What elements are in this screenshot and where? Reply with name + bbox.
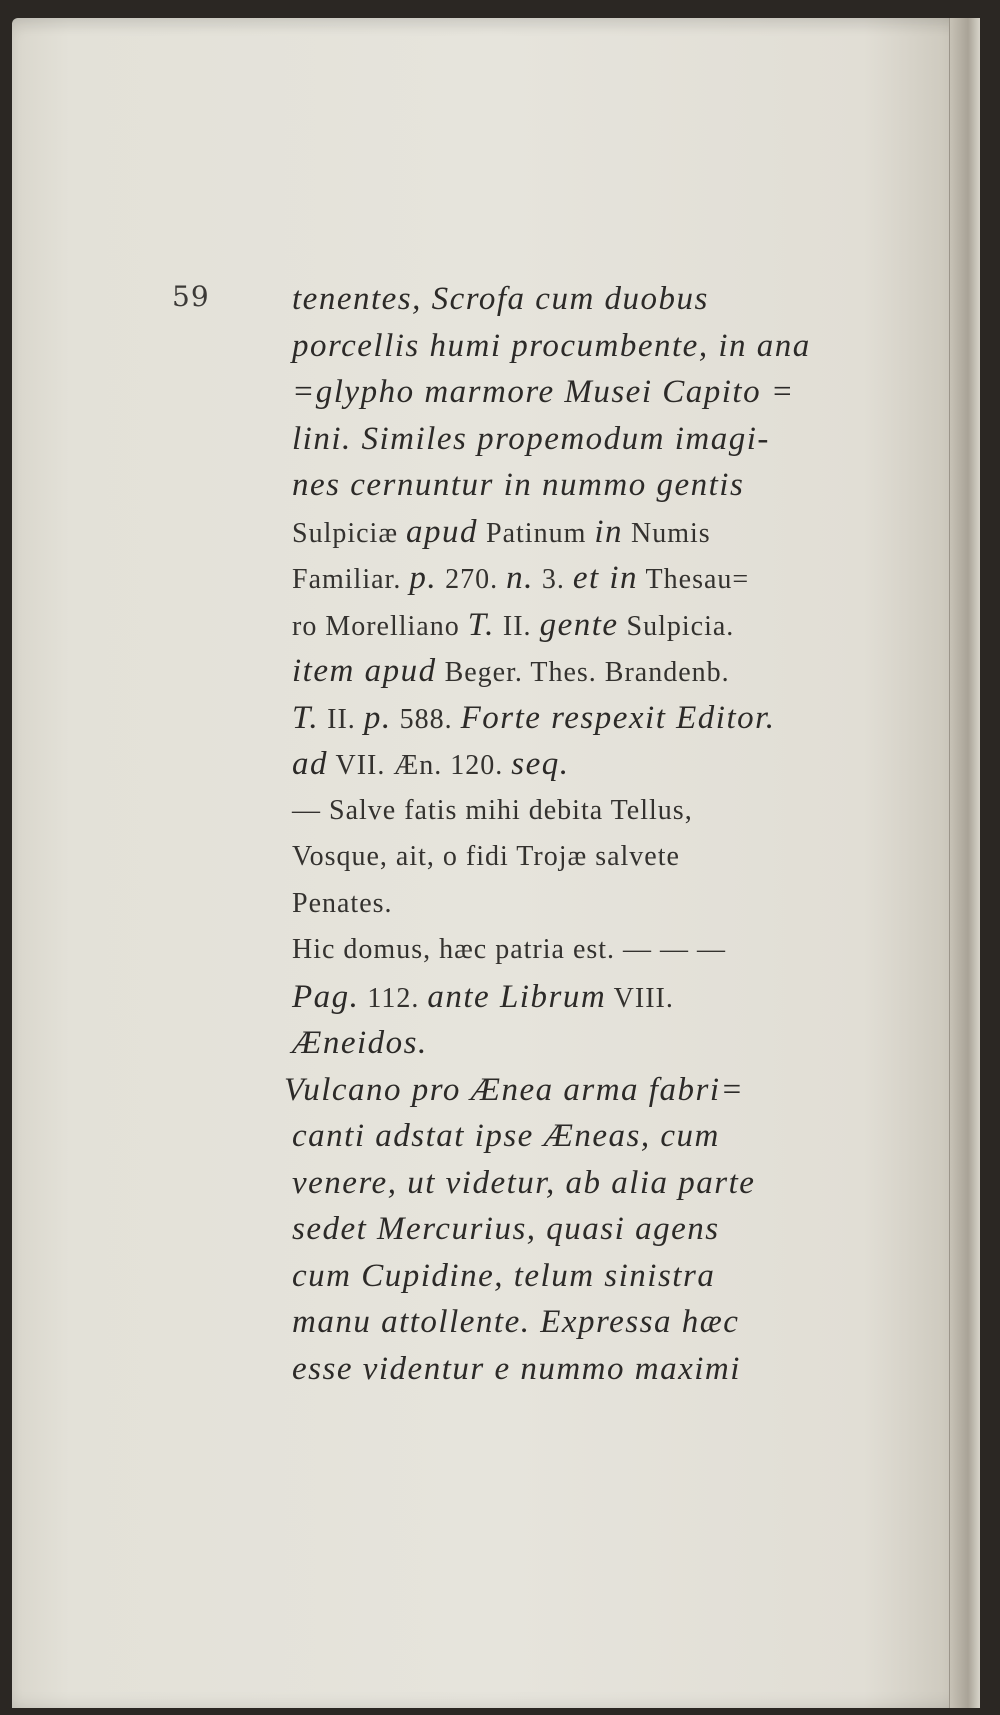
text-segment: =glypho marmore Musei Capito = — [292, 374, 795, 410]
text-segment: — Salve fatis mihi debita Tellus, — [292, 794, 693, 826]
text-line — [292, 881, 872, 928]
text-line — [292, 695, 872, 742]
text-line — [292, 648, 872, 695]
text-segment: T. — [292, 699, 320, 736]
text-segment: Hic domus, hæc patria est. — — — — [292, 934, 727, 965]
text-segment: Forte respexit Editor. — [460, 699, 776, 736]
text-segment: T. — [467, 606, 495, 643]
text-line — [292, 788, 872, 835]
text-segment: VIII. — [606, 982, 674, 1014]
text-segment: venere, ut videtur, ab alia parte — [292, 1164, 756, 1201]
text-segment: p. — [409, 560, 438, 596]
text-line — [284, 1067, 872, 1114]
text-line — [292, 369, 872, 416]
text-segment: Patinum — [478, 517, 595, 549]
text-segment: Sulpicia. — [618, 610, 735, 642]
text-line — [292, 1299, 872, 1346]
text-segment: 588. — [391, 703, 461, 735]
text-segment: canti adstat ipse Æneas, cum — [292, 1118, 720, 1154]
text-line — [292, 1253, 872, 1300]
text-segment: porcellis humi procumbente, in ana — [292, 327, 811, 364]
text-segment: Beger. Thes. Brandenb. — [436, 657, 730, 688]
text-segment: Familiar. — [292, 564, 410, 595]
text-segment: cum Cupidine, telum sinistra — [292, 1257, 716, 1294]
text-segment: esse videntur e nummo maximi — [292, 1350, 741, 1387]
text-segment: Pag. — [292, 978, 360, 1015]
text-segment: apud — [406, 513, 479, 550]
manuscript-text-block — [284, 276, 872, 1392]
text-segment: item apud — [292, 653, 437, 689]
book-gutter — [949, 18, 980, 1708]
text-segment: Thesau= — [638, 564, 750, 595]
text-segment: ro Morelliano — [292, 610, 468, 642]
text-segment: 3. — [533, 564, 573, 595]
text-segment: nes cernuntur in nummo gentis — [292, 467, 745, 503]
text-segment: p. — [363, 699, 392, 736]
text-segment: et in — [572, 560, 639, 596]
text-line — [292, 323, 872, 370]
text-line — [292, 1113, 872, 1160]
text-segment: gente — [539, 606, 619, 643]
text-line — [292, 509, 872, 556]
text-line — [292, 602, 872, 649]
text-segment: tenentes, Scrofa cum duobus — [292, 281, 709, 317]
text-line — [292, 834, 872, 881]
text-segment: manu attollente. Expressa hæc — [292, 1304, 740, 1340]
text-segment: Numis — [623, 517, 711, 549]
text-segment: Vosque, ait, o fidi Trojæ salvete — [292, 841, 680, 872]
page-leaf — [12, 18, 980, 1708]
text-segment: Vulcano pro Ænea arma fabri= — [284, 1071, 745, 1108]
text-line — [292, 1160, 872, 1207]
text-segment: Æneidos. — [292, 1025, 428, 1061]
text-segment: seq. — [511, 746, 570, 782]
text-line — [292, 927, 872, 974]
text-line — [292, 416, 872, 463]
text-segment: in — [594, 513, 624, 550]
text-segment: Penates. — [292, 887, 393, 919]
text-line — [292, 462, 872, 509]
text-segment: 270. — [437, 564, 507, 595]
text-segment: n. — [506, 560, 534, 596]
text-segment: II. — [494, 610, 540, 642]
text-segment: ad — [292, 746, 328, 782]
text-segment: lini. Similes propemodum imagi- — [292, 420, 770, 457]
text-line — [292, 276, 872, 323]
folio-number: 59 — [172, 280, 210, 313]
text-segment: sedet Mercurius, quasi agens — [292, 1211, 720, 1247]
text-line — [292, 1020, 872, 1067]
text-segment: VII. Æn. 120. — [328, 750, 512, 781]
text-line — [292, 1206, 872, 1253]
text-line — [292, 555, 872, 602]
text-segment: Sulpiciæ — [292, 517, 407, 549]
text-line — [292, 741, 872, 788]
text-segment: ante Librum — [427, 978, 607, 1015]
text-line — [292, 1346, 872, 1393]
text-segment: II. — [319, 703, 364, 735]
text-line — [292, 974, 872, 1021]
text-segment: 112. — [359, 982, 428, 1014]
